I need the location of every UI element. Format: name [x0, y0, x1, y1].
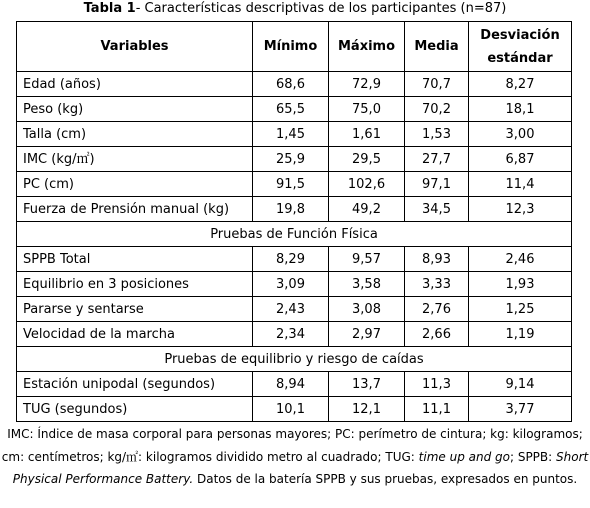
value-cell: 29,5 — [329, 147, 405, 172]
value-cell: 11,3 — [405, 372, 469, 397]
value-cell: 12,3 — [469, 197, 572, 222]
value-cell: 3,00 — [469, 122, 572, 147]
value-cell: 12,1 — [329, 397, 405, 422]
caption-text: - Características descriptivas de los participantes (n=87) — [135, 1, 507, 16]
value-cell: 1,93 — [469, 272, 572, 297]
value-cell: 1,61 — [329, 122, 405, 147]
variable-cell: Equilibrio en 3 posiciones — [17, 272, 253, 297]
variable-cell: PC (cm) — [17, 172, 253, 197]
variable-cell: Velocidad de la marcha — [17, 322, 253, 347]
value-cell: 3,09 — [253, 272, 329, 297]
value-cell: 2,97 — [329, 322, 405, 347]
header-desviacion: Desviación estándar — [469, 22, 572, 72]
variable-cell: Talla (cm) — [17, 122, 253, 147]
header-maximo: Máximo — [329, 22, 405, 72]
table-row — [17, 197, 572, 222]
variable-cell: Fuerza de Prensión manual (kg) — [17, 197, 253, 222]
table-row — [17, 172, 572, 197]
value-cell: 3,77 — [469, 397, 572, 422]
table-row — [17, 272, 572, 297]
variable-cell: IMC (kg/㎡) — [17, 147, 253, 172]
value-cell: 19,8 — [253, 197, 329, 222]
value-cell: 6,87 — [469, 147, 572, 172]
section-label: Pruebas de equilibrio y riesgo de caídas — [17, 347, 572, 372]
value-cell: 2,66 — [405, 322, 469, 347]
header-minimo: Mínimo — [253, 22, 329, 72]
table-body — [17, 72, 572, 422]
table-row — [17, 297, 572, 322]
table-row — [17, 122, 572, 147]
value-cell: 2,46 — [469, 247, 572, 272]
table-row — [17, 397, 572, 422]
table-row — [17, 72, 572, 97]
value-cell: 8,29 — [253, 247, 329, 272]
variable-cell: Estación unipodal (segundos) — [17, 372, 253, 397]
variable-cell: Peso (kg) — [17, 97, 253, 122]
footnote-part1: IMC: Índice de masa corporal para personas mayores; PC: perímetro de cintura; kg: kilogramos; cm: centímetros; kg/㎡: kilogramos dividido metro al cuadrado; TUG: — [1, 427, 583, 464]
value-cell: 25,9 — [253, 147, 329, 172]
variable-cell: TUG (segundos) — [17, 397, 253, 422]
value-cell: 8,27 — [469, 72, 572, 97]
variable-cell: Edad (años) — [17, 72, 253, 97]
table-row — [17, 147, 572, 172]
variable-cell: Pararse y sentarse — [17, 297, 253, 322]
value-cell: 75,0 — [329, 97, 405, 122]
value-cell: 1,25 — [469, 297, 572, 322]
footnote-part3: Datos de la batería SPPB y sus pruebas, expresados en puntos. — [193, 472, 578, 486]
value-cell: 34,5 — [405, 197, 469, 222]
value-cell: 13,7 — [329, 372, 405, 397]
value-cell: 65,5 — [253, 97, 329, 122]
value-cell: 9,57 — [329, 247, 405, 272]
variable-cell: SPPB Total — [17, 247, 253, 272]
footnote-part2: ; SPPB: — [509, 449, 557, 464]
section-row — [17, 222, 572, 247]
value-cell: 1,45 — [253, 122, 329, 147]
value-cell: 8,94 — [253, 372, 329, 397]
table-row — [17, 372, 572, 397]
value-cell: 72,9 — [329, 72, 405, 97]
footnote-italic1: time up and go — [418, 449, 510, 464]
value-cell: 3,58 — [329, 272, 405, 297]
value-cell: 11,4 — [469, 172, 572, 197]
value-cell: 97,1 — [405, 172, 469, 197]
value-cell: 10,1 — [253, 397, 329, 422]
value-cell: 8,93 — [405, 247, 469, 272]
table-row — [17, 97, 572, 122]
header-row — [17, 22, 572, 72]
caption-label: Tabla 1 — [83, 1, 136, 16]
footnote-italic2: Short Physical Performance Battery. — [12, 449, 589, 486]
section-label: Pruebas de Función Física — [17, 222, 572, 247]
participants-table — [16, 21, 572, 422]
value-cell: 68,6 — [253, 72, 329, 97]
table-caption — [0, 2, 590, 16]
value-cell: 2,43 — [253, 297, 329, 322]
header-media: Media — [405, 22, 469, 72]
value-cell: 3,33 — [405, 272, 469, 297]
value-cell: 2,76 — [405, 297, 469, 322]
value-cell: 3,08 — [329, 297, 405, 322]
value-cell: 1,53 — [405, 122, 469, 147]
value-cell: 49,2 — [329, 197, 405, 222]
section-row — [17, 347, 572, 372]
value-cell: 27,7 — [405, 147, 469, 172]
value-cell: 2,34 — [253, 322, 329, 347]
value-cell: 102,6 — [329, 172, 405, 197]
value-cell: 9,14 — [469, 372, 572, 397]
value-cell: 1,19 — [469, 322, 572, 347]
value-cell: 18,1 — [469, 97, 572, 122]
table-row — [17, 322, 572, 347]
value-cell: 70,2 — [405, 97, 469, 122]
value-cell: 70,7 — [405, 72, 469, 97]
value-cell: 91,5 — [253, 172, 329, 197]
header-variables: Variables — [17, 22, 253, 72]
value-cell: 11,1 — [405, 397, 469, 422]
table-row — [17, 247, 572, 272]
table-footnote — [0, 423, 590, 491]
